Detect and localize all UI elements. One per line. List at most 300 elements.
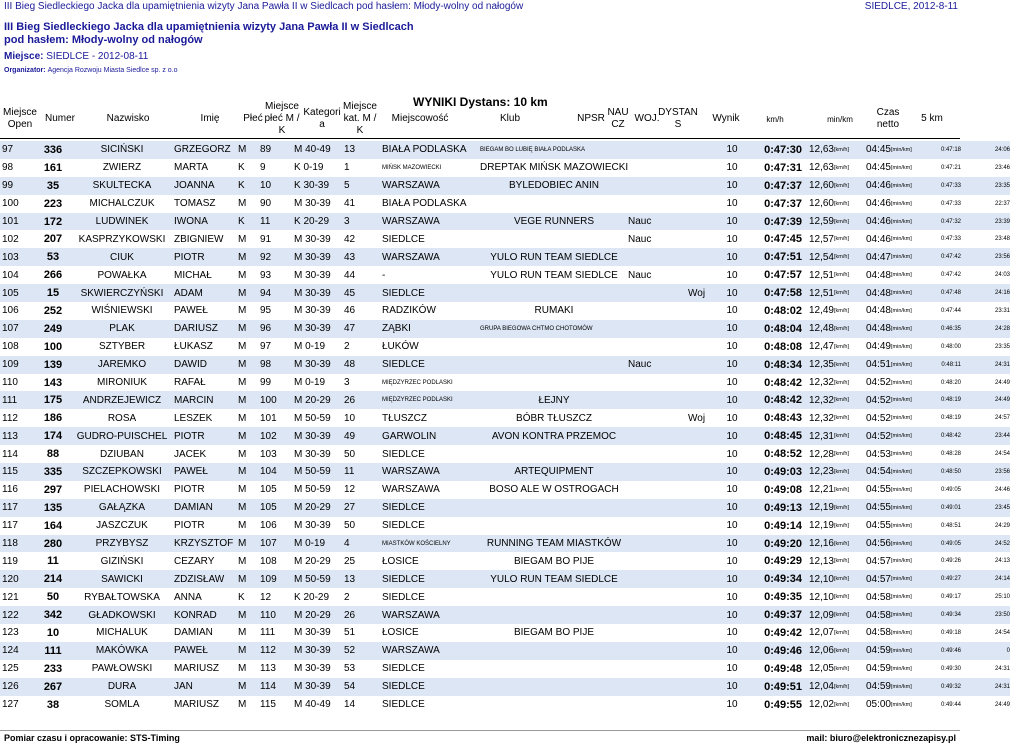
cell-pace: 04:48: [861, 284, 891, 302]
cell-city: SIEDLCE: [382, 499, 480, 517]
cell-surname: WIŚNIEWSKI: [70, 302, 174, 320]
cell-pace: 04:55: [861, 517, 891, 535]
cell-result: 0:48:34: [742, 356, 802, 374]
cell-number: 233: [36, 660, 70, 678]
cell-number: 11: [36, 552, 70, 570]
cell-firstname: PIOTR: [174, 481, 238, 499]
cell-net-time: 0:47:18: [921, 141, 961, 159]
cell-naucz: [660, 320, 688, 338]
cell-speed: 12,16: [802, 535, 834, 553]
cell-net-time: 0:48:00: [921, 338, 961, 356]
cell-surname: SAWICKI: [70, 570, 174, 588]
cell-net-time: 0:49:32: [921, 678, 961, 696]
cell-firstname: JOANNA: [174, 177, 238, 195]
cell-place: 117: [0, 499, 36, 517]
cell-woj: [688, 427, 722, 445]
cell-npsr: [628, 338, 660, 356]
cell-woj: [688, 374, 722, 392]
cell-pace: 04:58: [861, 606, 891, 624]
cell-distance: 10: [722, 606, 742, 624]
cell-woj: [688, 141, 722, 159]
cell-category: K 20-29: [294, 213, 344, 231]
cell-speed-unit: [km/h]: [834, 517, 861, 535]
cell-firstname: GRZEGORZ: [174, 141, 238, 159]
cell-net-time: 0:49:46: [921, 642, 961, 660]
cell-speed-unit: [km/h]: [834, 660, 861, 678]
cell-distance: 10: [722, 284, 742, 302]
cell-category-place: 3: [344, 213, 382, 231]
cell-gender-place: 111: [260, 624, 294, 642]
cell-category-place: 13: [344, 570, 382, 588]
cell-city: WARSZAWA: [382, 642, 480, 660]
cell-place: 121: [0, 588, 36, 606]
cell-pace-unit: [min/km]: [891, 338, 921, 356]
cell-speed-unit: [km/h]: [834, 678, 861, 696]
table-row: [0, 213, 1010, 231]
cell-pace-unit: [min/km]: [891, 696, 921, 714]
cell-category: M 40-49: [294, 141, 344, 159]
cell-firstname: ŁUKASZ: [174, 338, 238, 356]
cell-woj: Woj: [688, 284, 722, 302]
cell-city: SIEDLCE: [382, 678, 480, 696]
cell-distance: 10: [722, 213, 742, 231]
cell-speed-unit: [km/h]: [834, 159, 861, 177]
cell-firstname: DAMIAN: [174, 499, 238, 517]
cell-surname: PLAK: [70, 320, 174, 338]
cell-firstname: PIOTR: [174, 248, 238, 266]
cell-npsr: Nauc: [628, 356, 660, 374]
cell-speed-unit: [km/h]: [834, 445, 861, 463]
cell-category: M 40-49: [294, 696, 344, 714]
col-minkm: min/km: [827, 115, 853, 124]
cell-speed-unit: [km/h]: [834, 535, 861, 553]
cell-woj: [688, 445, 722, 463]
cell-gender: M: [238, 195, 260, 213]
cell-gender-place: 113: [260, 660, 294, 678]
col-woj: WOJ.: [634, 113, 660, 124]
cell-category: K 0-19: [294, 159, 344, 177]
cell-speed: 12,49: [802, 302, 834, 320]
cell-club: [480, 678, 628, 696]
cell-distance: 10: [722, 517, 742, 535]
cell-npsr: [628, 409, 660, 427]
cell-speed: 12,10: [802, 570, 834, 588]
cell-category: M 30-39: [294, 230, 344, 248]
cell-woj: [688, 302, 722, 320]
cell-speed: 12,63: [802, 159, 834, 177]
table-row: [0, 409, 1010, 427]
cell-place: 117: [0, 517, 36, 535]
cell-result: 0:49:37: [742, 606, 802, 624]
cell-npsr: [628, 696, 660, 714]
table-row: [0, 302, 1010, 320]
cell-woj: [688, 696, 722, 714]
cell-result: 0:49:55: [742, 696, 802, 714]
cell-gender: M: [238, 445, 260, 463]
cell-npsr: [628, 248, 660, 266]
cell-5km: 24:54: [961, 624, 1010, 642]
cell-woj: [688, 248, 722, 266]
cell-category: M 30-39: [294, 320, 344, 338]
cell-naucz: [660, 266, 688, 284]
cell-net-time: 0:47:44: [921, 302, 961, 320]
cell-5km: 24:31: [961, 678, 1010, 696]
cell-woj: [688, 230, 722, 248]
cell-pace: 04:52: [861, 374, 891, 392]
cell-gender: M: [238, 570, 260, 588]
table-row: [0, 248, 1010, 266]
cell-5km: 0: [961, 642, 1010, 660]
cell-category-place: 52: [344, 642, 382, 660]
cell-gender: M: [238, 463, 260, 481]
cell-firstname: MICHAŁ: [174, 266, 238, 284]
cell-speed-unit: [km/h]: [834, 481, 861, 499]
table-row: [0, 284, 1010, 302]
table-row: [0, 517, 1010, 535]
cell-5km: 24:14: [961, 570, 1010, 588]
cell-firstname: MARCIN: [174, 391, 238, 409]
cell-net-time: 0:49:30: [921, 660, 961, 678]
cell-number: 266: [36, 266, 70, 284]
cell-woj: [688, 606, 722, 624]
cell-category: M 0-19: [294, 338, 344, 356]
cell-number: 214: [36, 570, 70, 588]
cell-place: 116: [0, 481, 36, 499]
cell-5km: 24:16: [961, 284, 1010, 302]
cell-speed: 12,51: [802, 266, 834, 284]
cell-distance: 10: [722, 481, 742, 499]
cell-category: M 30-39: [294, 284, 344, 302]
cell-woj: Woj: [688, 409, 722, 427]
cell-category: M 30-39: [294, 266, 344, 284]
cell-place: 122: [0, 606, 36, 624]
cell-place: 112: [0, 409, 36, 427]
cell-pace-unit: [min/km]: [891, 302, 921, 320]
cell-gender-place: 110: [260, 606, 294, 624]
cell-category-place: 26: [344, 391, 382, 409]
cell-pace-unit: [min/km]: [891, 481, 921, 499]
cell-number: 35: [36, 177, 70, 195]
cell-net-time: 0:46:35: [921, 320, 961, 338]
cell-speed: 12,59: [802, 213, 834, 231]
cell-naucz: [660, 177, 688, 195]
cell-result: 0:47:37: [742, 195, 802, 213]
cell-surname: PAWŁOWSKI: [70, 660, 174, 678]
cell-gender-place: 101: [260, 409, 294, 427]
col-klub: Klub: [499, 113, 520, 124]
cell-speed: 12,48: [802, 320, 834, 338]
cell-woj: [688, 624, 722, 642]
cell-npsr: [628, 195, 660, 213]
cell-city: WARSZAWA: [382, 248, 480, 266]
cell-place: 104: [0, 266, 36, 284]
cell-woj: [688, 463, 722, 481]
cell-city: SIEDLCE: [382, 588, 480, 606]
cell-speed: 12,57: [802, 230, 834, 248]
cell-npsr: [628, 391, 660, 409]
cell-distance: 10: [722, 427, 742, 445]
cell-speed-unit: [km/h]: [834, 588, 861, 606]
cell-woj: [688, 213, 722, 231]
cell-category-place: 45: [344, 284, 382, 302]
cell-naucz: [660, 195, 688, 213]
cell-number: 111: [36, 642, 70, 660]
cell-gender-place: 98: [260, 356, 294, 374]
cell-5km: 24:46: [961, 481, 1010, 499]
cell-pace-unit: [min/km]: [891, 606, 921, 624]
cell-5km: 24:49: [961, 374, 1010, 392]
cell-naucz: [660, 248, 688, 266]
cell-number: 172: [36, 213, 70, 231]
column-headers: [0, 94, 960, 138]
cell-city: BIAŁA PODLASKA: [382, 141, 480, 159]
cell-club: DREPTAK MIŃSK MAZOWIECKI: [480, 159, 628, 177]
cell-category-place: 25: [344, 552, 382, 570]
cell-surname: MICHALCZUK: [70, 195, 174, 213]
cell-category: M 30-39: [294, 248, 344, 266]
cell-category-place: 10: [344, 409, 382, 427]
table-row: [0, 606, 1010, 624]
cell-category: M 30-39: [294, 302, 344, 320]
cell-category: M 30-39: [294, 427, 344, 445]
cell-number: 267: [36, 678, 70, 696]
cell-speed-unit: [km/h]: [834, 374, 861, 392]
cell-naucz: [660, 678, 688, 696]
col-imie: Imię: [200, 113, 220, 124]
cell-speed: 12,63: [802, 141, 834, 159]
cell-place: 97: [0, 141, 36, 159]
cell-gender: M: [238, 624, 260, 642]
cell-net-time: 0:48:42: [921, 427, 961, 445]
cell-result: 0:47:30: [742, 141, 802, 159]
cell-gender: M: [238, 356, 260, 374]
cell-category-place: 12: [344, 481, 382, 499]
cell-club: [480, 588, 628, 606]
results-title: WYNIKI Dystans: 10 km: [413, 95, 548, 109]
cell-pace: 04:59: [861, 660, 891, 678]
cell-firstname: MARIUSZ: [174, 696, 238, 714]
cell-speed-unit: [km/h]: [834, 213, 861, 231]
cell-pace: 04:52: [861, 391, 891, 409]
cell-gender-place: 100: [260, 391, 294, 409]
cell-club: VEGE RUNNERS: [480, 213, 628, 231]
cell-category-place: 11: [344, 463, 382, 481]
cell-pace-unit: [min/km]: [891, 248, 921, 266]
table-row: [0, 463, 1010, 481]
cell-number: 342: [36, 606, 70, 624]
document-footer: [0, 730, 960, 745]
cell-5km: 23:39: [961, 213, 1010, 231]
cell-place: 105: [0, 284, 36, 302]
cell-surname: JASZCZUK: [70, 517, 174, 535]
cell-place: 100: [0, 195, 36, 213]
cell-speed: 12,10: [802, 588, 834, 606]
cell-firstname: PAWEŁ: [174, 302, 238, 320]
cell-pace-unit: [min/km]: [891, 141, 921, 159]
table-row: [0, 588, 1010, 606]
table-row: [0, 177, 1010, 195]
cell-speed: 12,60: [802, 177, 834, 195]
table-row: [0, 427, 1010, 445]
cell-gender-place: 115: [260, 696, 294, 714]
cell-npsr: [628, 141, 660, 159]
cell-woj: [688, 499, 722, 517]
cell-speed-unit: [km/h]: [834, 177, 861, 195]
cell-pace: 04:51: [861, 356, 891, 374]
cell-place: 126: [0, 678, 36, 696]
cell-city: WARSZAWA: [382, 213, 480, 231]
cell-speed: 12,02: [802, 696, 834, 714]
cell-naucz: [660, 517, 688, 535]
cell-distance: 10: [722, 356, 742, 374]
cell-distance: 10: [722, 696, 742, 714]
cell-category: M 30-39: [294, 642, 344, 660]
cell-result: 0:49:48: [742, 660, 802, 678]
cell-gender-place: 92: [260, 248, 294, 266]
cell-club: YULO RUN TEAM SIEDLCE: [480, 266, 628, 284]
cell-city: GARWOLIN: [382, 427, 480, 445]
col-miejscowosc: Miejscowość: [391, 113, 449, 124]
table-row: [0, 266, 1010, 284]
cell-pace-unit: [min/km]: [891, 678, 921, 696]
cell-city: SIEDLCE: [382, 230, 480, 248]
cell-gender-place: 91: [260, 230, 294, 248]
cell-category: M 0-19: [294, 374, 344, 392]
cell-surname: ZWIERZ: [70, 159, 174, 177]
cell-surname: LUDWINEK: [70, 213, 174, 231]
cell-club: AVON KONTRA PRZEMOC: [480, 427, 628, 445]
cell-speed-unit: [km/h]: [834, 195, 861, 213]
cell-number: 223: [36, 195, 70, 213]
cell-distance: 10: [722, 660, 742, 678]
cell-surname: SZTYBER: [70, 338, 174, 356]
cell-surname: GAŁĄZKA: [70, 499, 174, 517]
col-naucz: NAU CZ: [607, 107, 629, 130]
cell-npsr: [628, 588, 660, 606]
cell-place: 106: [0, 302, 36, 320]
cell-5km: 24:31: [961, 660, 1010, 678]
cell-pace-unit: [min/km]: [891, 445, 921, 463]
cell-result: 0:49:35: [742, 588, 802, 606]
cell-result: 0:47:58: [742, 284, 802, 302]
cell-woj: [688, 356, 722, 374]
cell-number: 174: [36, 427, 70, 445]
cell-speed-unit: [km/h]: [834, 391, 861, 409]
cell-number: 186: [36, 409, 70, 427]
cell-club: BOSO ALE W OSTROGACH: [480, 481, 628, 499]
cell-naucz: [660, 159, 688, 177]
header-rule: [0, 138, 960, 139]
cell-category-place: 4: [344, 535, 382, 553]
cell-speed: 12,04: [802, 678, 834, 696]
cell-result: 0:49:29: [742, 552, 802, 570]
cell-distance: 10: [722, 588, 742, 606]
cell-category: M 20-29: [294, 552, 344, 570]
cell-distance: 10: [722, 159, 742, 177]
cell-naucz: [660, 481, 688, 499]
event-place: Miejsce: SIEDLCE - 2012-08-11: [4, 51, 149, 62]
cell-firstname: PIOTR: [174, 517, 238, 535]
cell-woj: [688, 338, 722, 356]
cell-distance: 10: [722, 535, 742, 553]
cell-gender: M: [238, 248, 260, 266]
cell-result: 0:49:34: [742, 570, 802, 588]
cell-number: 139: [36, 356, 70, 374]
cell-gender-place: 89: [260, 141, 294, 159]
cell-speed-unit: [km/h]: [834, 338, 861, 356]
cell-speed: 12,19: [802, 517, 834, 535]
cell-pace-unit: [min/km]: [891, 552, 921, 570]
cell-woj: [688, 481, 722, 499]
cell-woj: [688, 642, 722, 660]
cell-place: 114: [0, 445, 36, 463]
cell-place: 118: [0, 535, 36, 553]
cell-gender: M: [238, 338, 260, 356]
cell-place: 111: [0, 391, 36, 409]
cell-city: RADZIKÓW: [382, 302, 480, 320]
table-row: [0, 374, 1010, 392]
cell-naucz: [660, 463, 688, 481]
cell-gender-place: 105: [260, 499, 294, 517]
cell-firstname: CEZARY: [174, 552, 238, 570]
cell-npsr: [628, 374, 660, 392]
cell-category: K 30-39: [294, 177, 344, 195]
cell-woj: [688, 159, 722, 177]
cell-city: TŁUSZCZ: [382, 409, 480, 427]
cell-surname: ROSA: [70, 409, 174, 427]
cell-category-place: 50: [344, 445, 382, 463]
cell-gender: M: [238, 284, 260, 302]
cell-category: M 20-29: [294, 606, 344, 624]
cell-surname: CIUK: [70, 248, 174, 266]
cell-npsr: [628, 517, 660, 535]
cell-number: 38: [36, 696, 70, 714]
cell-speed: 12,51: [802, 284, 834, 302]
cell-result: 0:47:37: [742, 177, 802, 195]
footer-mail: mail: biuro@elektronicznezapisy.pl: [806, 733, 956, 743]
cell-gender: M: [238, 642, 260, 660]
cell-club: [480, 195, 628, 213]
cell-category-place: 5: [344, 177, 382, 195]
cell-npsr: Nauc: [628, 230, 660, 248]
cell-npsr: [628, 624, 660, 642]
cell-firstname: IWONA: [174, 213, 238, 231]
document-header: [0, 15, 960, 76]
footer-timing: Pomiar czasu i opracowanie: STS-Timing: [4, 733, 180, 743]
cell-place: 127: [0, 696, 36, 714]
cell-npsr: [628, 660, 660, 678]
cell-firstname: PIOTR: [174, 427, 238, 445]
cell-speed-unit: [km/h]: [834, 141, 861, 159]
cell-naucz: [660, 499, 688, 517]
cell-city: ŁOSICE: [382, 552, 480, 570]
cell-gender: M: [238, 427, 260, 445]
cell-naucz: [660, 284, 688, 302]
cell-club: [480, 642, 628, 660]
cell-pace-unit: [min/km]: [891, 570, 921, 588]
col-dystans: DYSTAN S: [658, 107, 698, 130]
cell-5km: 23:35: [961, 338, 1010, 356]
cell-result: 0:48:42: [742, 374, 802, 392]
cell-speed: 12,23: [802, 463, 834, 481]
cell-place: 125: [0, 660, 36, 678]
cell-gender-place: 97: [260, 338, 294, 356]
cell-woj: [688, 320, 722, 338]
cell-gender: M: [238, 552, 260, 570]
cell-distance: 10: [722, 141, 742, 159]
cell-category-place: 53: [344, 660, 382, 678]
cell-surname: JAREMKO: [70, 356, 174, 374]
